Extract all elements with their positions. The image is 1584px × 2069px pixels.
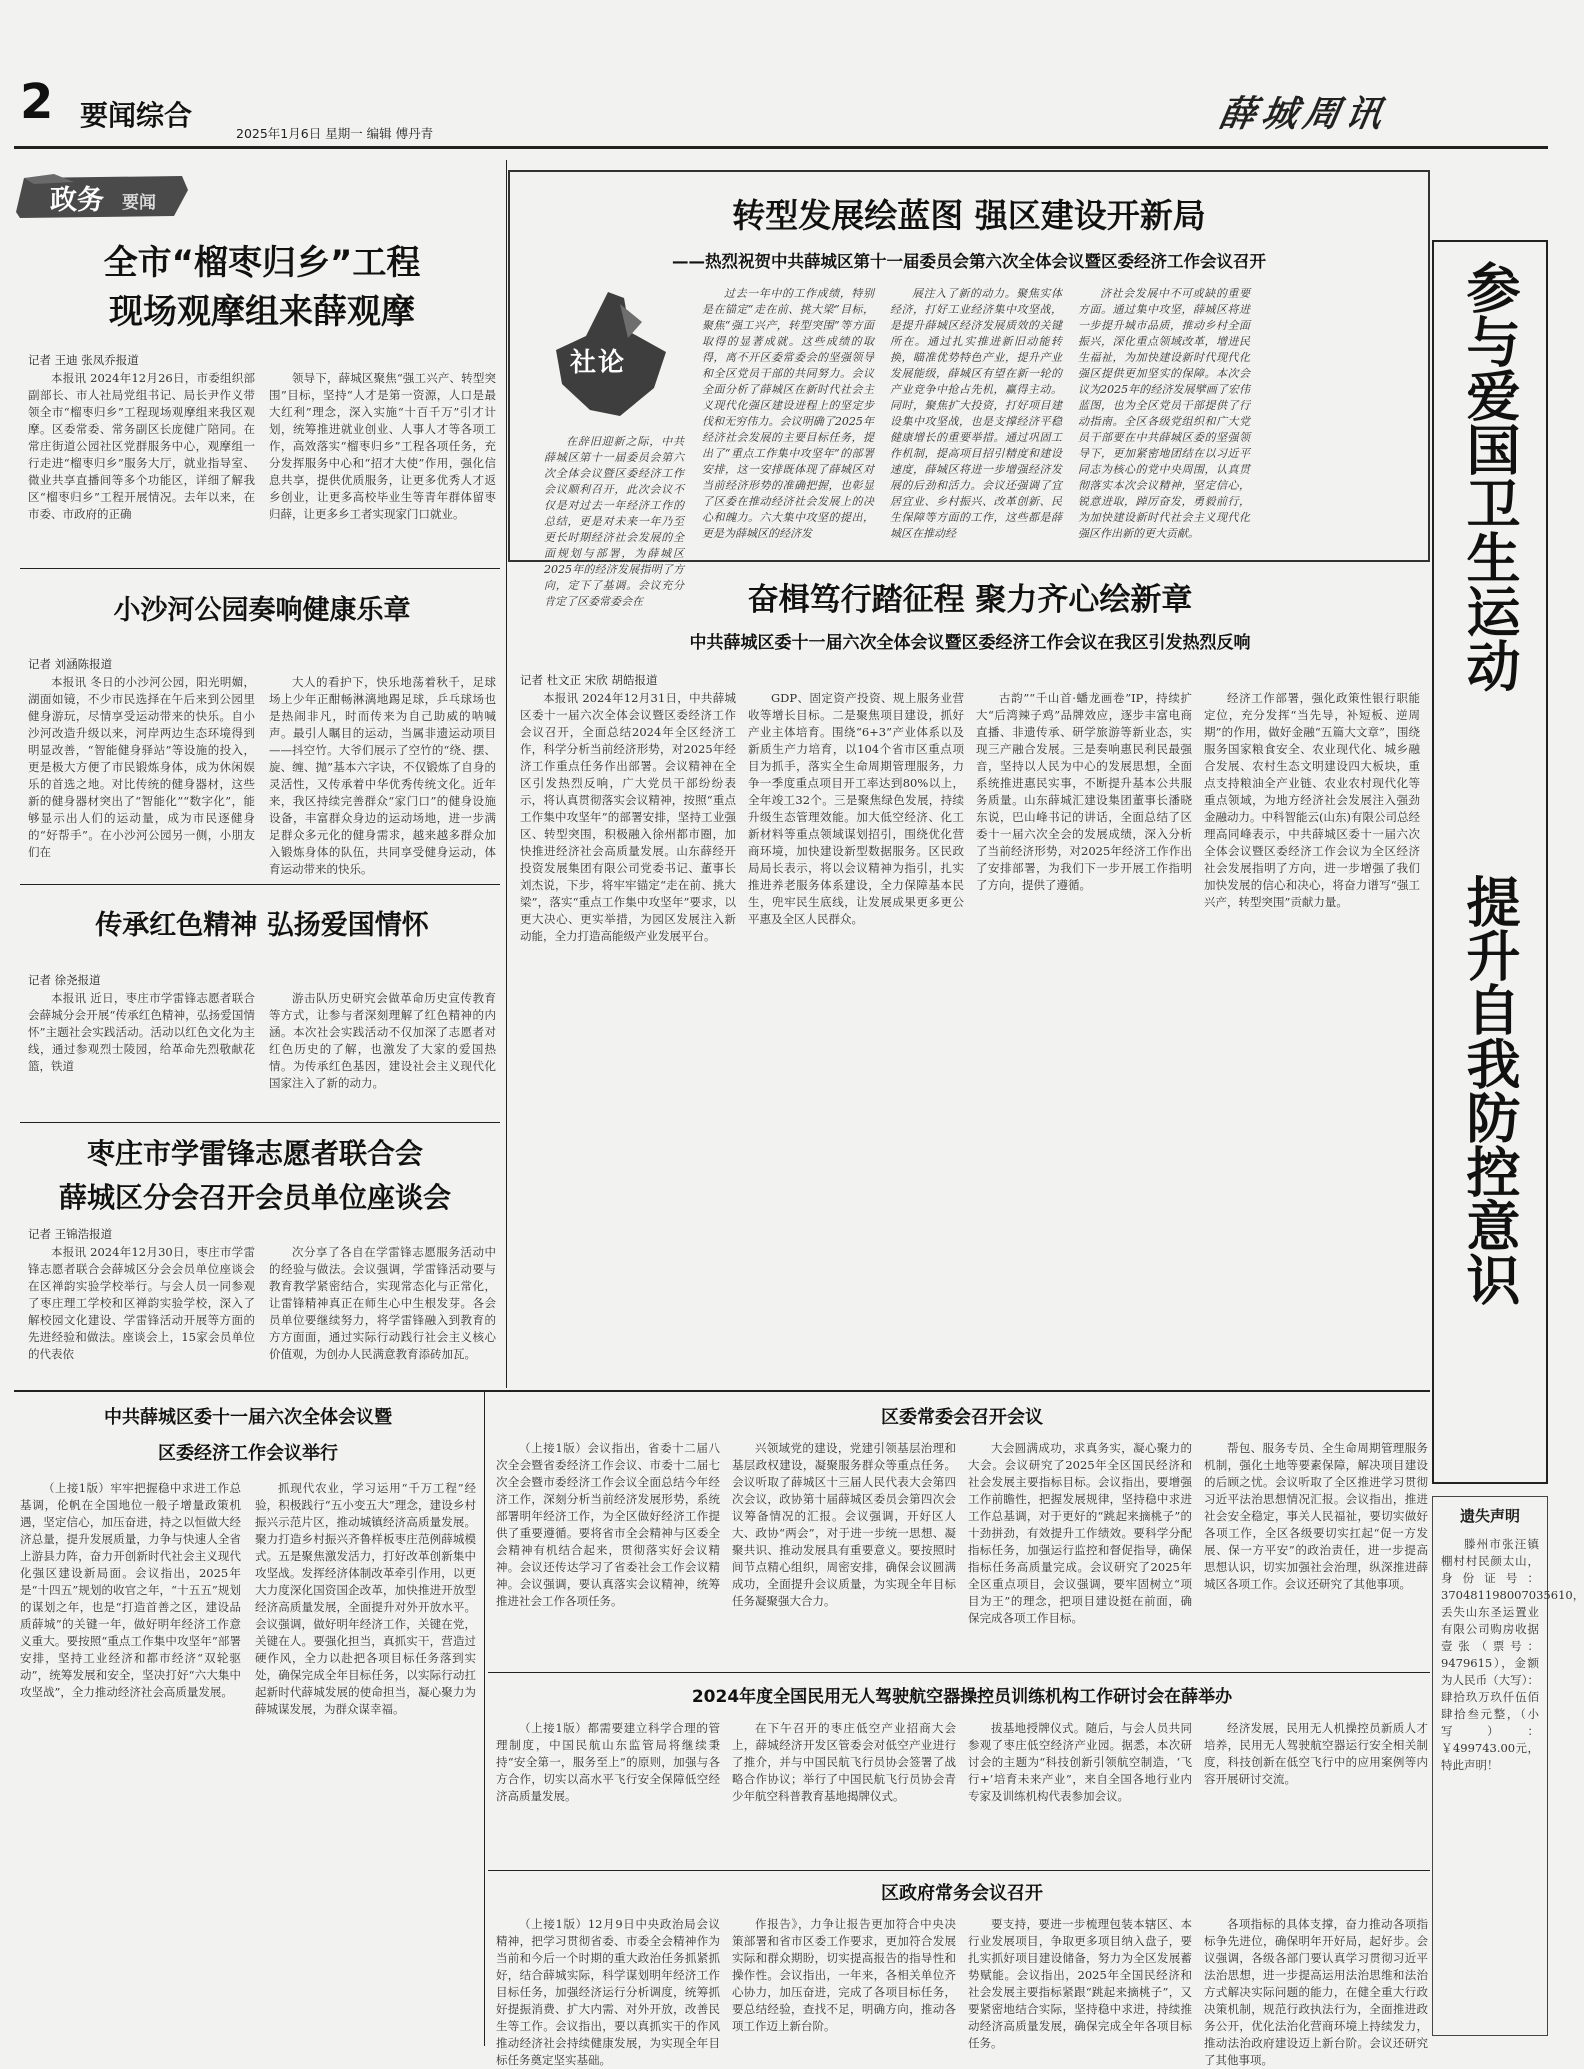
drone-seminar-col2: 在下午召开的枣庄低空产业招商大会上，薛城经济开发区管委会对低空产业进行了推介，并与中国民航飞行员协会签署了战略合作协议；举行了中国民航飞行员协会青少年航空科普教育基地揭牌仪式。: [732, 1721, 956, 1803]
column-tag-suffix: 要闻: [122, 193, 156, 213]
divider: [488, 1870, 1430, 1871]
date-line: 2025年1月6日 星期一 编辑 傅丹青: [236, 126, 434, 141]
article-l2-title: 小沙河公园奏响健康乐章: [113, 595, 411, 626]
article-l3-title: 传承红色精神 弘扬爱国情怀: [95, 910, 429, 941]
editorial-col3: 展注入了新的动力。聚焦实体经济，打好工业经济集中攻坚战，是提升薛城区经济发展质效的关键所在。通过扎实推进新旧动能转换，瞄准优势特色产业，提升产业发展能级，薛城区有望在新一轮的产业竞争中抢占先机，赢得主动。同时，聚焦扩大投资，打好项目建设集中攻坚战，也是支撑经济平稳健康增长的重要举措。通过巩固工作机制，提高项目招引精度和建设速度，薛城区将进一步增强经济发展的后劲和活力。会议还强调了宜居宜业、乡村振兴、改革创新、民生保障等方面的工作，这些都是薛城区在推动经: [890, 287, 1062, 540]
drone-seminar-article: [496, 1684, 1428, 1864]
article-l3: [28, 906, 496, 1120]
article-l2-col2: 大人的看护下，快乐地荡着秋千，足球场上少年正酣畅淋漓地踢足球，乒乓球场也是热闹非凡，时而传来为自己助威的呐喊声。最引人瞩目的运动，当属非遗运动项目——抖空竹。大爷们展示了空竹的“绕、摆、旋、缠、抛”基本六字诀，不仅锻炼了自身的灵活性，又传承着中华优秀传统文化。近年来，我区持续完善群众“家门口”的健身设施设备，丰富群众身边的运动场地，进一步满足群众多元化的健身需求，越来越多群众加入锻炼身体的队伍，共同享受健身运动，体育运动带来的快乐。: [269, 675, 496, 876]
article-l4-title-line2: 薛城区分会召开会员单位座谈会: [58, 1181, 451, 1214]
lower-left-title-line1: 中共薛城区委十一届六次全体会议暨: [104, 1407, 392, 1428]
article-l2-byline: 记者 刘涵陈报道: [28, 657, 113, 671]
article-l2: [28, 590, 496, 880]
editorial-col5: [1266, 286, 1416, 552]
executive-meeting-article: [496, 1880, 1428, 2067]
section-name: 要闻综合: [80, 99, 193, 132]
editorial-subtitle: ——热烈祝贺中共薛城区第十一届委员会第六次全体会议暨区委经济工作会议召开: [672, 252, 1266, 271]
divider: [488, 1672, 1430, 1673]
page-number: 2: [20, 74, 54, 130]
masthead-rule: [14, 146, 1548, 149]
article-l1-title-line1: 全市“榴枣归乡”工程: [103, 243, 421, 283]
article-l4-title-line1: 枣庄市学雷锋志愿者联合会: [86, 1137, 423, 1170]
drone-seminar-col3: 拔基地授牌仪式。随后，与会人员共同参观了枣庄低空经济产业园。据悉，本次研讨会的主题为“科技创新引领航空制造，‘飞行+’培育未来产业”，来自全国各地行业内专家及训练机构代表参加会议。: [968, 1721, 1192, 1803]
slogan-line-1: 参与爱国卫生运动: [1458, 260, 1521, 692]
lower-section-rule: [14, 1390, 1430, 1392]
lead-col3: 古韵”“千山首·蟠龙画卷”IP，持续扩大“后湾辣子鸡”品牌效应，逐步丰富电商直播、非遗传承、研学旅游等新业态，实现三产融合发展。三是奏响惠民利民最强音，坚持以人民为中心的发展思想，全面系统推进惠民实事，不断提升基本公共服务质量。山东薛城汇建设集团董事长潘晓东说，巴山峰书记的讲话，全面总结了区委十一届六次全会的发展成绩，深入分析了当前经济形势，对2025年经济工作作出了安排部署，为我们下一步开展工作指明了方向，提供了遵循。: [976, 691, 1192, 892]
lost-notice-title: 遗失声明: [1459, 1507, 1520, 1525]
drone-seminar-col1: （上接1版）都需要建立科学合理的管理制度，中国民航山东监管局将继续秉持“安全第一，服务至上”的原则，加强与各方合作，切实以高水平飞行安全保障低空经济高质量发展。: [496, 1721, 720, 1803]
editorial-badge-text: 社论: [570, 348, 627, 378]
lead-article: [520, 576, 1420, 1386]
masthead: [0, 0, 1562, 141]
executive-meeting-col1: （上接1版）12月9日中央政治局会议精神，把学习贯彻省委、市委全会精神作为当前和今后一个时期的重大政治任务抓紧抓好，结合薛城实际，科学谋划明年经济工作目标任务，加强经济运行分析调度，统筹抓好提振消费、扩大内需、对外开放，改善民生等工作。会议指出，要以真抓实干的作风推动经济社会持续健康发展，为实现全年目标任务奠定坚实基础。: [496, 1917, 720, 2067]
lead-subtitle: 中共薛城区委十一届六次全体会议暨区委经济工作会议在我区引发热烈反响: [689, 633, 1251, 653]
standing-committee-col2: 兴领域党的建设，党建引领基层治理和基层政权建设，凝聚服务群众等重点任务。会议听取了薛城区十三届人民代表大会第四次会议，政协第十届薛城区委员会第四次会议筹备情况的汇报。会议强调，开好区人大、政协“两会”，对于进一步统一思想、凝聚共识、推动发展具有重要意义。要按照时间节点精心组织，周密安排，确保会议圆满成功，全面提升会议质量，为实现全年目标任务凝聚强大合力。: [732, 1441, 956, 1608]
lead-col1: 本报讯 2024年12月31日，中共薛城区委十一届六次全体会议暨区委经济工作会议召开，全面总结2024年全区经济工作，科学分析当前经济形势，对2025年经济工作重点任务作出部署。会议精神在全区引发热烈反响，广大党员干部纷纷表示，将认真贯彻落实会议精神，按照“重点工作集中攻坚年”的部署安排，坚持工业强区、转型突围，积极融入徐州都市圈，加快推进经济社会高质量发展。山东薛经开投资发展集团有限公司党委书记、董事长刘杰说，下步，将牢牢锚定“走在前、挑大梁”，落实“重点工作集中攻坚年”要求，以更大决心、更实举措，为园区发展注入新动能，全力打造高能级产业发展平台。: [520, 691, 736, 943]
lower-left-title-line2: 区委经济工作会议举行: [158, 1443, 338, 1464]
column-rule: [506, 160, 507, 1388]
lost-notice: [1432, 1496, 1584, 2036]
article-l4-col2: 次分享了各自在学雷锋志愿服务活动中的经验与做法。会议强调，学雷锋活动要与教育教学紧密结合，实现常态化与正常化，让雷锋精神真正在师生心中生根发芽。各会员单位要继续努力，将学雷锋融入到教育的方方面面，通过实际行动践行社会主义核心价值观，为创办人民满意教育添砖加瓦。: [269, 1245, 496, 1361]
article-l2-col1: 本报讯 冬日的小沙河公园，阳光明媚，湖面如镜，不少市民选择在午后来到公园里健身游玩，尽情享受运动带来的快乐。自小沙河改造升级以来，河岸两边生态环境得到明显改善，“智能健身驿站”等设施的投入，更是极大方便了市民锻炼身体，成为休闲娱乐的首选之地。对比传统的健身器材，这些新的健身器材突出了“智能化”“数字化”，能够显示出人们的运动量，成为市民逐健身的“好帮手”。在小沙河公园另一侧，小朋友们在: [28, 675, 255, 859]
lead-col2: GDP、固定资产投资、规上服务业营收等增长目标。二是聚焦项目建设，抓好产业主体培育。围绕“6+3”产业体系以及新质生产力培育，以104个省市区重点项目为抓手，落实全生命周期管理服务，力争一季度重点项目开工率达到80%以上，全年竣工32个。三是聚焦绿色发展，持续升级生态管理效能。加大低空经济、化工新材料等重点领域谋划招引，围绕优化营商环境，加快建设新型数据服务。区民政局局长表示，将以会议精神为指引，扎实推进养老服务体系建设，全力保障基本民生，兜牢民生底线，让发展成果更多更公平惠及全区人民群众。: [748, 691, 964, 926]
paper-name-logo: 薛城周讯: [1215, 93, 1392, 135]
editorial-badge: [550, 292, 670, 424]
drone-seminar-col4: 经济发展，民用无人机操控员新质人才培养，民用无人驾驶航空器运行安全相关制度，科技创新在低空飞行中的应用案例等内容开展研讨交流。: [1204, 1721, 1428, 1786]
lower-left-col1: （上接1版）牢牢把握稳中求进工作总基调，伦帆在全国地位一般子增量政策机遇，坚定信心，加压奋进，持之以恒做大经济总量，提升发展质量，力争与快速人全省上游县力阵，奋力开创新时代社会主义现代化强区建设新局面。会议指出，2025年是“十四五”规划的收官之年，“十五五”规划的谋划之年，也是“打造首善之区，建设品质薛城”的关键一年，做好明年经济工作意义重大。要按照“重点工作集中攻坚年”部署安排，坚持工业经济和都市经济“双轮驱动”，统筹发展和安全，坚决打好“六大集中攻坚战”，全力推动经济社会高质量发展。: [20, 1481, 241, 1699]
article-l1-col1: 本报讯 2024年12月26日，市委组织部副部长、市人社局党组书记、局长尹作义带领全市“榴枣归乡”工程现场观摩组来我区观摩。区委常委、常务副区长庞健广陪同。在常庄街道公园社区党群服务中心，观摩组一行走进“榴枣归乡”服务大厅，就业指导室、微业共享直播间等多个功能区，详细了解我区“榴枣归乡”工程开展情况。去年以来，在市委、市政府的正确: [28, 371, 255, 521]
article-l3-col1: 本报讯 近日，枣庄市学雷锋志愿者联合会薛城分会开展“传承红色精神，弘扬爱国情怀”主题社会实践活动。活动以红色文化为主线，通过参观烈士陵园，给革命先烈敬献花篮，铁道: [28, 991, 255, 1073]
column-rule: [484, 1392, 485, 2046]
lower-left-article: [20, 1404, 476, 2034]
slogan-box: [1432, 240, 1548, 1484]
executive-meeting-col2: 作报告》，力争让报告更加符合中央决策部署和省市区委工作要求，更加符合发展实际和群众期盼，切实提高报告的指导性和操作性。会议指出，一年来，各相关单位齐心协力，加压奋进，完成了各项目标任务，要总结经验，查找不足，明确方向，推动各项工作迈上新台阶。: [732, 1917, 956, 2033]
standing-committee-col1: （上接1版）会议指出，省委十二届八次全会暨省委经济工作会议、市委十二届七次全会暨市委经济工作会议全面总结今年经济工作，深刻分析当前经济发展形势，系统部署明年经济工作，为全区做好经济工作提供了重要遵循。要将省市全会精神与区委全会精神有机结合起来，贯彻落实好会议精神。会议还传达学习了省委社会工作会议精神。会议强调，要认真落实会议精神，统筹推进社会工作各项任务。: [496, 1441, 720, 1608]
drone-seminar-title: 2024年度全国民用无人驾驶航空器操控员训练机构工作研讨会在薛举办: [691, 1687, 1233, 1707]
article-l3-col2: 游击队历史研究会做革命历史宣传教育等方式，让参与者深刻理解了红色精神的内涵。本次社会实践活动不仅加深了志愿者对红色历史的了解，也激发了大家的爱国热情。为传承红色基因，建设社会主义现代化国家注入了新的动力。: [269, 991, 496, 1090]
standing-committee-col3: 大会圆满成功，求真务实，凝心聚力的大会。会议研究了2025年全区国民经济和社会发展主要指标目标。会议指出，要增强工作前瞻性，把握发展规律，坚持稳中求进工作总基调，对于更好的“跳起来摘桃子”的十劲拼劲，有效提升工作绩效。要科学分配指标任务，加强运行监控和督促指导，确保指标任务高质量完成。会议研究了2025年全区重点项目，会议强调，要牢固树立“项目为王”的理念，把项目建设挺在前面，确保完成各项工作目标。: [968, 1441, 1192, 1625]
editorial-col4: 济社会发展中不可或缺的重要方面。通过集中攻坚，薛城区将进一步提升城市品质，推动乡村全面振兴，深化重点领域改革，增进民生福祉，为加快建设新时代现代化强区提供更加坚实的保障。本次会议为2025年的经济发展擘画了宏伟蓝图，也为全区党员干部提供了行动指南。全区各级党组织和广大党员干部要在中共薛城区委的坚强领导下，更加紧密地团结在以习近平同志为核心的党中央周围，认真贯彻落实本次会议精神，坚定信心，锐意进取，踔厉奋发，勇毅前行，为加快建设新时代社会主义现代化强区作出新的更大贡献。: [1078, 287, 1250, 540]
column-tag-title: 政务: [50, 185, 104, 216]
divider: [20, 568, 500, 569]
standing-committee-title: 区委常委会召开会议: [881, 1407, 1043, 1428]
editorial-col2: 过去一年中的工作成绩，特别是在锚定“走在前、挑大梁”目标，聚焦“强工兴产，转型突围”等方面取得的显著成就。这些成绩的取得，离不开区委常委会的坚强领导和全区党员干部的共同努力。会议全面分析了薛城区在新时代社会主义现代化强区建设进程上的坚定步伐和无穷伟力。会议明确了2025年经济社会发展的主要目标任务，提出了“重点工作集中攻坚年”的部署安排，这一安排既体现了薛城区对当前经济形势的准确把握，也彰显了区委在推动经济社会发展上的决心和魄力。六大集中攻坚的提出，更是为薛城区的经济发: [702, 287, 874, 540]
article-l4-byline: 记者 王锦浩报道: [28, 1227, 113, 1241]
article-l3-byline: 记者 徐尧报道: [28, 973, 101, 987]
article-l1-col2: 领导下，薛城区聚焦“强工兴产、转型突围”目标，坚持“人才是第一资源，人口是最大红利”理念，深入实施“十百千万”引才计划，统筹推进就业创业、人事人才等各项工作，高效落实“榴枣归乡”工程各项任务，充分发挥服务中心和“招才大使”作用，强化信息共享，提供优质服务，让更多优秀人才返乡创业，让更多高校毕业生等青年群体留枣归薛，让更多乡工者实现家门口就业。: [269, 371, 496, 521]
divider: [20, 884, 500, 885]
executive-meeting-col3: 要支持，要进一步梳理包装本辖区、本行业发展项目，争取更多项目纳入盘子，要扎实抓好项目建设储备，努力为全区发展蓄势赋能。会议指出，2025年全国民经济和社会发展主要指标紧跟“跳起来摘桃子”，又要紧密地结合实际，坚持稳中求进，持续推动经济高质量发展，确保完成全年各项目标任务。: [968, 1917, 1192, 2050]
executive-meeting-title: 区政府常务会议召开: [881, 1883, 1043, 1904]
article-l4: [14, 1132, 496, 1386]
slogan-line-2: 提升自我防控意识: [1458, 874, 1521, 1306]
divider: [20, 1122, 500, 1123]
editorial-col1: 在辞旧迎新之际，中共薛城区第十一届委员会第六次全体会议暨区委经济工作会议顺利召开，此次会议不仅是对过去一年经济工作的总结，更是对未来一年乃至更长时期经济社会发展的全面规划与部署，为薛城区2025年的经济发展指明了方向，定下了基调。会议充分肯定了区委常委会在: [544, 435, 684, 608]
lead-byline: 记者 杜文正 宋欣 胡皓报道: [520, 673, 658, 687]
article-l1: [28, 240, 496, 568]
lower-left-col2: 抓现代农业，学习运用“千万工程”经验，积极践行“五小变五大”理念，建设乡村振兴示范片区，推动城镇经济高质量发展。聚力打造乡村振兴齐鲁样板枣庄范例薛城模式。五是聚焦激发活力，打好改革创新集中攻坚战。发挥经济体制改革牵引作用，以更大力度深化国资国企改革，加快推进开放型经济高质量发展，全面提升对外开放水平。会议强调，做好明年经济工作，关键在党，关键在人。要强化担当，真抓实干，营造过硬作风，全力以赴把各项目标任务落到实处，确保完成全年目标任务，以实际行动扛起新时代薛城发展的使命担当，凝心聚力为薛城谋发展，为群众谋幸福。: [255, 1481, 476, 1716]
lead-title: 奋楫笃行踏征程 聚力齐心绘新章: [747, 582, 1193, 618]
article-l4-col1: 本报讯 2024年12月30日，枣庄市学雷锋志愿者联合会薛城区分会会员单位座谈会在区禅韵实验学校举行。与会人员一同参观了枣庄理工学校和区禅韵实验学校，深入了解校园文化建设、学雷锋活动开展等方面的先进经验和做法。座谈会上，15家会员单位的代表依: [28, 1245, 255, 1361]
lost-notice-body: 滕州市张汪镇棚村村民颜太山，身份证号：370481198007035610，丢失山东圣运置业有限公司购房收据壹张（票号：9479615），金额为人民币（大写）：肆拾玖万玖仟伍佰肆拾叁元整，（小写）：￥499743.00元，特此声明！: [1441, 1537, 1584, 1772]
standing-committee-article: [496, 1404, 1428, 1670]
article-l1-byline: 记者 王迪 张凤乔报道: [28, 353, 139, 367]
article-l1-title-line2: 现场观摩组来薛观摩: [109, 292, 415, 332]
standing-committee-col4: 帮包、服务专员、全生命周期管理服务机制，强化土地等要素保障，解决项目建设的后顾之忧。会议听取了全区推进学习贯彻习近平法治思想情况汇报。会议指出，推进社会安全稳定，事关人民福祉，要切实做好各项工作，全区各级要切实扛起“促一方发展、保一方平安”的政治责任，进一步提高思想认识，切实加强社会治理，纵深推进薛城区各项工作。会议还研究了其他事项。: [1204, 1441, 1428, 1591]
column-tag: [14, 172, 190, 220]
executive-meeting-col4: 各项指标的具体支撑，奋力推动各项指标争先进位，确保明年开好局，起好步。会议强调，各级各部门要认真学习贯彻习近平法治思想，进一步提高运用法治思维和法治方式解决实际问题的能力，在健全重大行政决策机制，规范行政执法行为，全面推进政务公开，优化法治化营商环境上持续发力，推动法治政府建设迈上新台阶。会议还研究了其他事项。: [1204, 1917, 1428, 2067]
lead-col4: 经济工作部署，强化政策性银行职能定位，充分发挥“当先导，补短板、逆周期”的作用，做好金融“五篇大文章”，围绕服务国家粮食安全、农业现代化、城乡融合发展、农村生态文明建设四大板块，重点支持粮油全产业链、农业农村现代化等重点领域，为地方经济社会发展注入强劲金融动力。中科智能云(山东)有限公司总经理高同峰表示，中共薛城区委十一届六次全体会议暨区委经济工作会议为全区经济社会发展指明了方向，进一步增强了我们加快发展的信心和决心，将奋力谱写“强工兴产，转型突围”贡献力量。: [1204, 691, 1420, 909]
editorial-title: 转型发展绘蓝图 强区建设开新局: [732, 196, 1206, 235]
